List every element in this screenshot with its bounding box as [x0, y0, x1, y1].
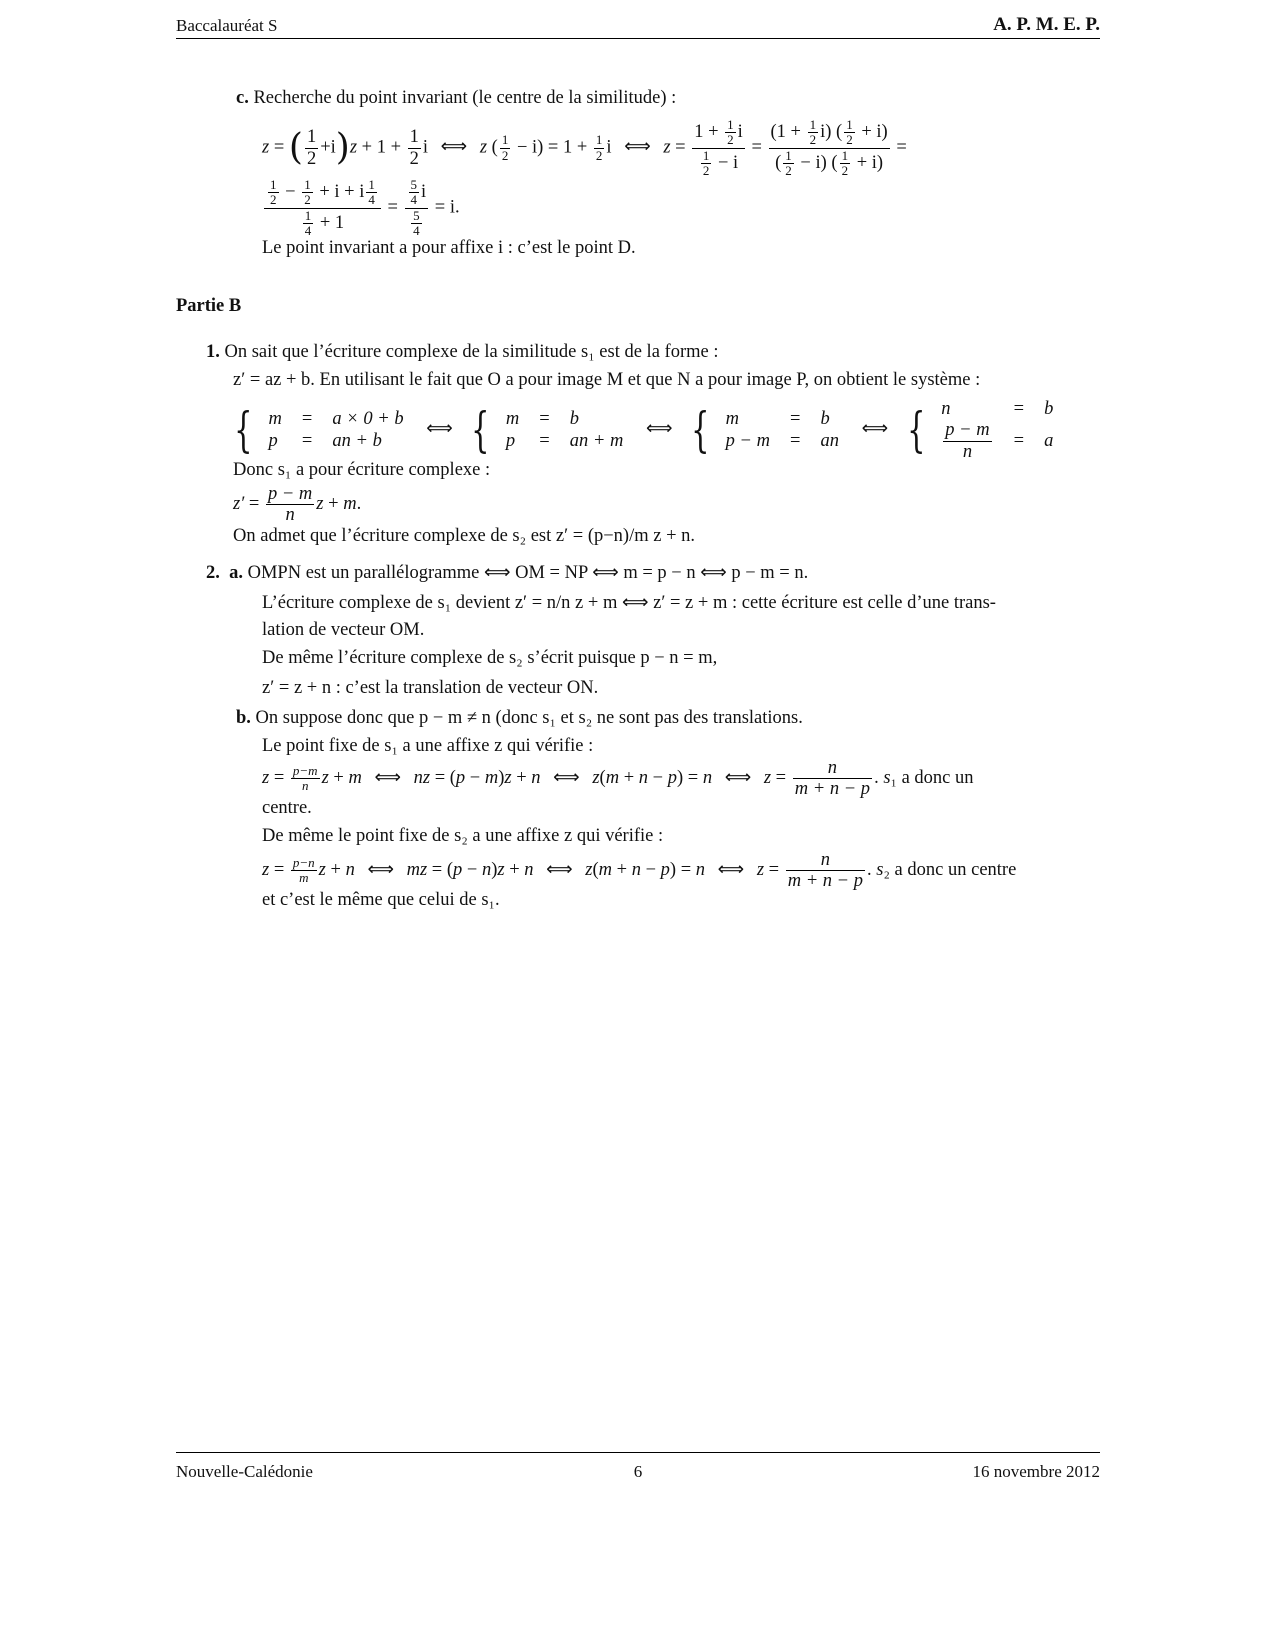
- page-header: [176, 12, 1100, 39]
- q2b-line7: et c’est le même que celui de s₁.: [262, 890, 500, 910]
- q2a-line1: 2. a. OMPN est un parallélogramme ⟺ OM = NP ⟺ m = p − n ⟺ p − m = n.: [206, 563, 809, 583]
- section-title: Partie B: [176, 296, 242, 316]
- q2a-line2: L’écriture complexe de s₁ devient z′ = n/n z + m ⟺ z′ = z + m : cette écriture est celle d’une trans-: [262, 593, 996, 613]
- q2b-line5: De même le point fixe de s₂ a une affixe z qui vérifie :: [262, 826, 664, 846]
- system-equations: { m = a × 0 + b p = an + b ⟺ { m = b p = an + m ⟺ { m = b p − m = an ⟺ { n = b $\frac{p - m}{n}$ = a: [234, 399, 1054, 462]
- page-number: 6: [633, 1462, 643, 1481]
- partA-c-conclusion: Le point invariant a pour affixe i : c’est le point D.: [262, 238, 636, 258]
- q1-admet: On admet que l’écriture complexe de s₂ est z′ = (p−n)/m z + n.: [233, 526, 696, 546]
- header-left: Baccalauréat S: [176, 16, 278, 35]
- partA-c-intro: [236, 88, 676, 109]
- equation-fixed-s1: z = $\frac{p-m}{n}$ z + m ⟺ nz = (p − m)z + n ⟺ z(m + n − p) = n ⟺ z = $\frac{n}{m + n - p}$ . s₁ a donc un: [262, 758, 974, 800]
- header-right: A. P. M. E. P.: [993, 14, 1100, 35]
- q2a-line3: lation de vecteur OM.: [262, 620, 425, 640]
- page-footer: [176, 1452, 1100, 1482]
- equation-s1: z′ = $\frac{p - m}{n}$ z + m.: [233, 484, 362, 526]
- equation-invariant-1: z = ( $\frac{1}{2}$ +i)z + 1 + $\frac{1}{2}$ i ⟺ z ( $\frac{1}{2}$ − i) = 1 + $\frac{1}{2}$ i ⟺ z = 1 + $\frac{1}{2}$ i $\frac{1}{2}$ − i = (1 + $\frac{1}{2}$ i) ( $\frac{1}{2}$ + i) ( $\frac{1}{2}$ − i) ( $\frac{1}{2}$ + i) =: [262, 117, 907, 178]
- footer-right: 16 novembre 2012: [972, 1462, 1100, 1481]
- footer-left: Nouvelle-Calédonie: [176, 1462, 313, 1481]
- q1-line2: z′ = az + b. En utilisant le fait que O a pour image M et que N a pour image P, on obtient le système :: [233, 370, 981, 390]
- q1-donc: Donc s₁ a pour écriture complexe :: [233, 460, 491, 480]
- q1-label: 1.: [206, 342, 220, 362]
- q2a-line5: z′ = z + n : c’est la translation de vecteur ON.: [262, 678, 599, 698]
- item-label: c.: [236, 88, 249, 108]
- q1-line1: 1. On sait que l’écriture complexe de la similitude s₁ est de la forme :: [206, 342, 719, 362]
- q2b-line1: b. On suppose donc que p − m ≠ n (donc s₁ et s₂ ne sont pas des translations.: [236, 708, 803, 728]
- intro-text: Recherche du point invariant (le centre de la similitude) :: [253, 88, 677, 108]
- q2a-line4: De même l’écriture complexe de s₂ s’écrit puisque p − n = m,: [262, 648, 718, 668]
- equation-fixed-s2: z = $\frac{p-n}{m}$ z + n ⟺ mz = (p − n)z + n ⟺ z(m + n − p) = n ⟺ z = $\frac{n}{m + n - p}$ . s₂ a donc un centre: [262, 850, 1017, 892]
- q2b-line4: centre.: [262, 798, 312, 818]
- equation-invariant-2: $\frac{1}{2}$ − $\frac{1}{2}$ + i + i $\frac{1}{4}$ $\frac{1}{4}$ + 1 = $\frac{5}{4}$ i $\frac{5}{4}$ = i.: [262, 178, 460, 238]
- q2b-line2: Le point fixe de s₁ a une affixe z qui vérifie :: [262, 736, 594, 756]
